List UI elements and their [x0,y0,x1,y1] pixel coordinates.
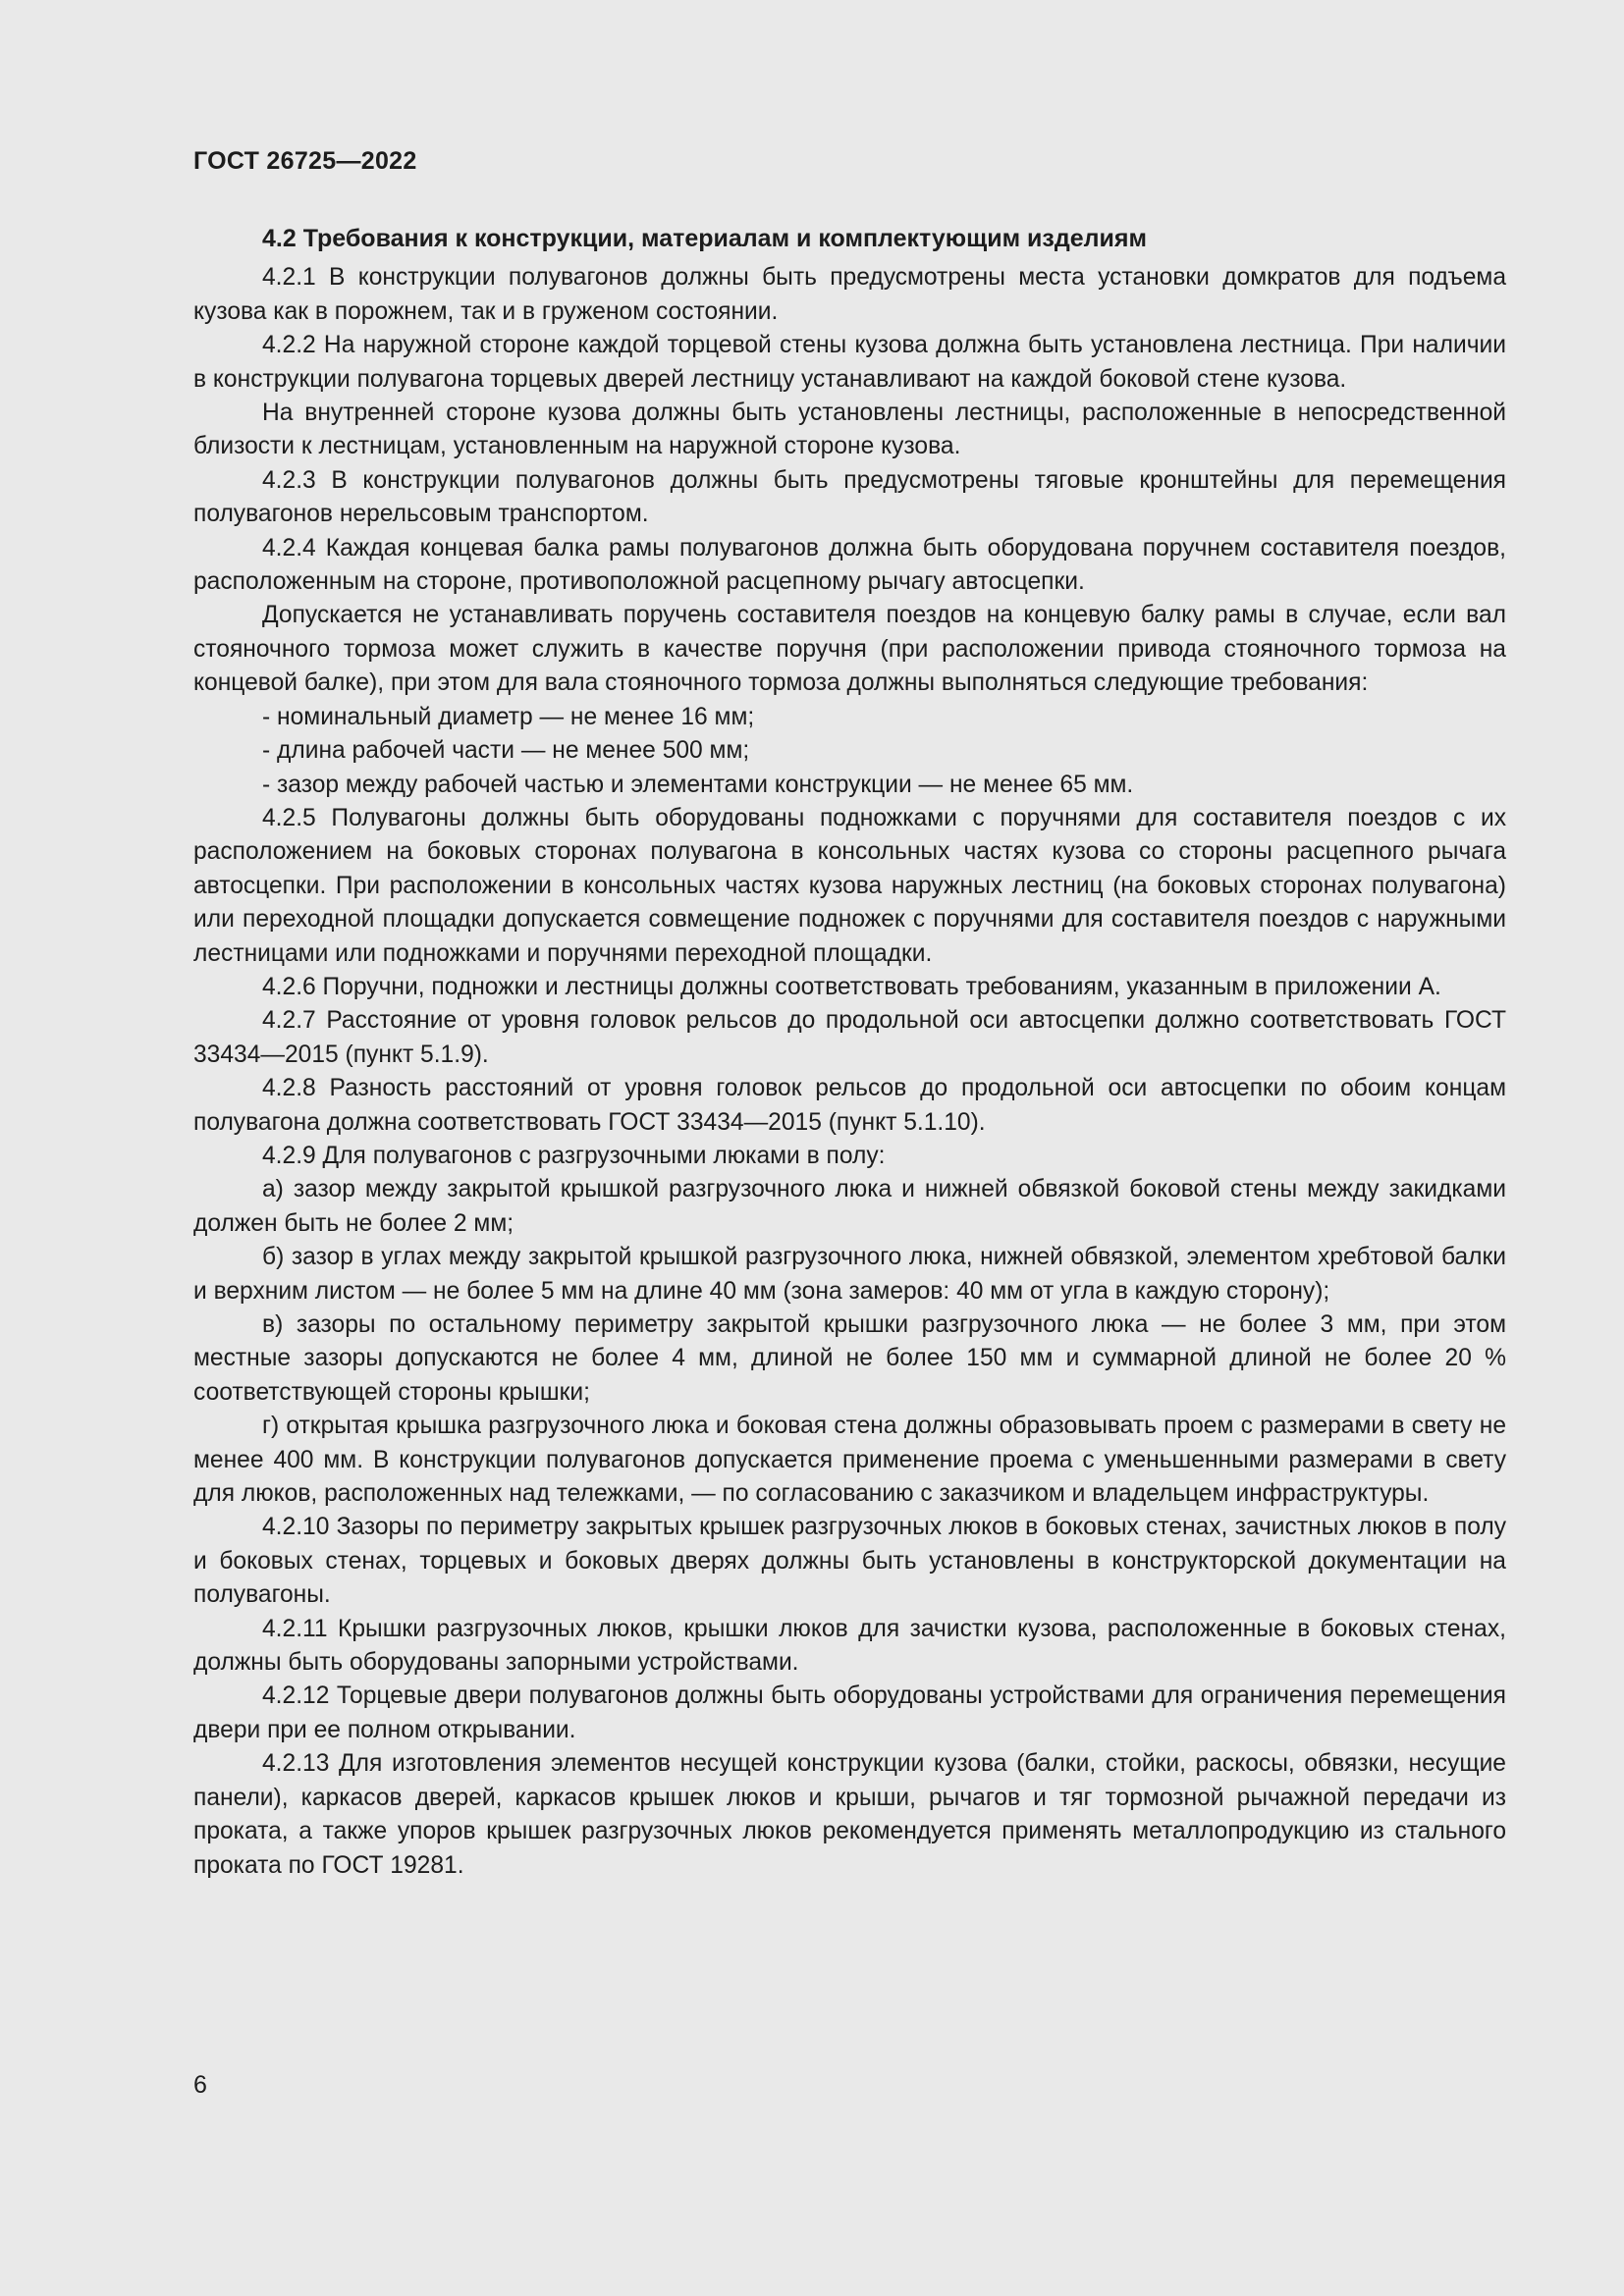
paragraph-4-2-10: 4.2.10 Зазоры по периметру закрытых крышек разгрузочных люков в боковых стенах, зачистных люков в полу и боковых стенах, торцевых и боковых дверях должны быть установлены в конструкторской документации на полувагоны. [193,1514,1506,1609]
paragraph-4-2-4-exception: Допускается не устанавливать поручень составителя поездов на концевую балку рамы в случае, если вал стояночного тормоза может служить в качестве поручня (при расположении привода стояночного тормоза на концевой балке), при этом для вала стояночного тормоза должны выполняться следующие требования: [193,602,1506,697]
paragraph-4-2-8: 4.2.8 Разность расстояний от уровня головок рельсов до продольной оси автосцепки по обоим концам полувагона должна соответствовать ГОСТ 33434—2015 (пункт 5.1.10). [193,1075,1506,1136]
paragraph-4-2-2-internal: На внутренней стороне кузова должны быть установлены лестницы, расположенные в непосредственной близости к лестницам, установленным на наружной стороне кузова. [193,400,1506,460]
list-item-g: г) открытая крышка разгрузочного люка и боковая стена должны образовывать проем с размерами в свету не менее 400 мм. В конструкции полувагонов допускается применение проема с уменьшенными размерами в свету для люков, расположенных над тележками, — по согласованию с заказчиком и владельцем инфраструктуры. [193,1413,1506,1508]
paragraph-4-2-4: 4.2.4 Каждая концевая балка рамы полувагонов должна быть оборудована поручнем составителя поездов, расположенным на стороне, противоположной расцепному рычагу автосцепки. [193,534,1506,596]
paragraph-4-2-2: 4.2.2 На наружной стороне каждой торцевой стены кузова должна быть установлена лестница. При наличии в конструкции полувагона торцевых дверей лестницу устанавливают на каждой боковой стене кузова. [193,332,1506,393]
paragraph-4-2-11: 4.2.11 Крышки разгрузочных люков, крышки люков для зачистки кузова, расположенные в боковых стенах, должны быть оборудованы запорными устройствами. [193,1615,1506,1677]
list-item: - номинальный диаметр — не менее 16 мм; [262,703,755,730]
paragraph-4-2-1: 4.2.1 В конструкции полувагонов должны быть предусмотрены места установки домкратов для подъема кузова как в порожнем, так и в груженом состоянии. [193,264,1506,325]
page-number: 6 [193,2071,207,2099]
paragraph-4-2-9: 4.2.9 Для полувагонов с разгрузочными люками в полу: [262,1142,886,1169]
paragraph-4-2-3: 4.2.3 В конструкции полувагонов должны быть предусмотрены тяговые кронштейны для перемещения полувагонов нерельсовым транспортом. [193,466,1506,528]
list-item-a: а) зазор между закрытой крышкой разгрузочного люка и нижней обвязкой боковой стены между закидками должен быть не более 2 мм; [193,1176,1506,1237]
list-item: - длина рабочей части — не менее 500 мм; [262,737,750,765]
section-content [193,222,1506,1883]
paragraph-4-2-7: 4.2.7 Расстояние от уровня головок рельсов до продольной оси автосцепки должно соответствовать ГОСТ 33434—2015 (пункт 5.1.9). [193,1007,1506,1068]
paragraph-4-2-13: 4.2.13 Для изготовления элементов несущей конструкции кузова (балки, стойки, раскосы, обвязки, несущие панели), каркасов дверей, каркасов крышек люков и крыши, рычагов и тяг тормозной рычажной передачи из проката, а также упоров крышек разгрузочных люков рекомендуется применять металлопродукцию из стального проката по ГОСТ 19281. [193,1750,1506,1879]
standard-designation: ГОСТ 26725—2022 [193,147,417,175]
list-item: - зазор между рабочей частью и элементами конструкции — не менее 65 мм. [262,771,1134,798]
paragraph-4-2-5: 4.2.5 Полувагоны должны быть оборудованы подножками с поручнями для составителя поездов с их расположением на боковых сторонах полувагона в консольных частях кузова со стороны расцепного рычага автосцепки. При расположении в консольных частях кузова наружных лестниц (на боковых сторонах полувагона) или переходной площадки допускается совмещение подножек с поручнями для составителя поездов с наружными лестницами или подножками и поручнями переходной площадки. [193,804,1506,967]
list-item-v: в) зазоры по остальному периметру закрытой крышки разгрузочного люка — не более 3 мм, при этом местные зазоры допускаются не более 4 мм, длиной не более 150 мм и суммарной длиной не более 20 % соответствующей стороны крышки; [193,1311,1506,1406]
section-heading: 4.2 Требования к конструкции, материалам и комплектующим изделиям [262,225,1147,252]
list-item-b: б) зазор в углах между закрытой крышкой разгрузочного люка, нижней обвязкой, элементом хребтовой балки и верхним листом — не более 5 мм на длине 40 мм (зона замеров: 40 мм от угла в каждую сторону); [193,1244,1506,1305]
paragraph-4-2-12: 4.2.12 Торцевые двери полувагонов должны быть оборудованы устройствами для ограничения перемещения двери при ее полном открывании. [193,1682,1506,1743]
paragraph-4-2-6: 4.2.6 Поручни, подножки и лестницы должны соответствовать требованиям, указанным в приложении А. [262,973,1441,1000]
